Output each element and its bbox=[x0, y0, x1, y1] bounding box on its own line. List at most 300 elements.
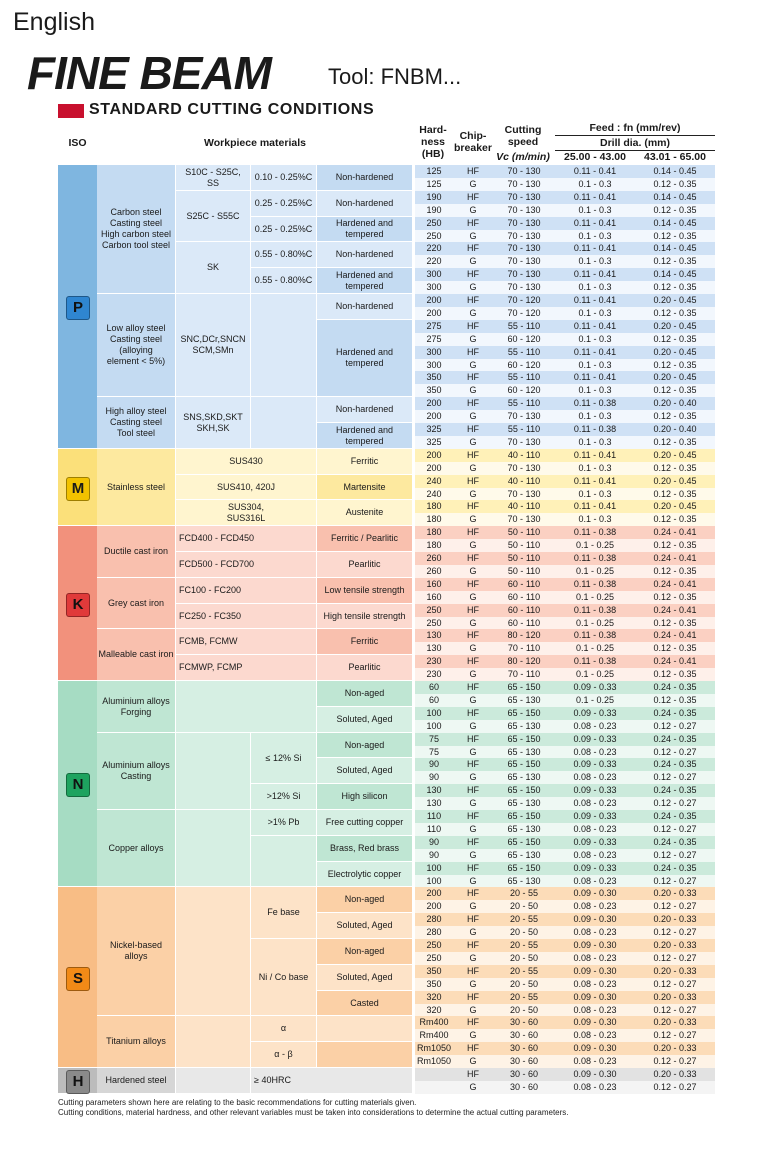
hardness-value: 220 bbox=[426, 256, 442, 266]
material-condition: Non-hardened bbox=[317, 397, 413, 423]
feed-large-dia-value: 0.20 - 0.33 bbox=[653, 1017, 697, 1027]
cutting-speed-value: 20 - 55 bbox=[509, 888, 539, 898]
chipbreaker-value: G bbox=[469, 747, 477, 757]
feed-large-dia-value: 0.20 - 0.45 bbox=[653, 476, 697, 486]
feed-large-dia-value: 0.24 - 0.35 bbox=[653, 708, 697, 718]
cutting-speed-value: 55 - 110 bbox=[507, 372, 541, 382]
chipbreaker-value: G bbox=[469, 979, 477, 989]
material-grade: SK bbox=[176, 242, 251, 294]
material-condition: Hardened and tempered bbox=[317, 320, 413, 397]
chipbreaker-value: HF bbox=[467, 630, 479, 640]
feed-large-dia-value: 0.14 - 0.45 bbox=[653, 192, 697, 202]
hardness-value bbox=[415, 1068, 453, 1081]
feed-large-dia-value: 0.24 - 0.35 bbox=[653, 734, 697, 744]
feed-small-dia-value: 0.11 - 0.41 bbox=[573, 321, 617, 331]
feed-large-dia-value: 0.12 - 0.35 bbox=[653, 566, 697, 576]
chipbreaker-value: HF bbox=[467, 1017, 479, 1027]
feed-small-dia-value: 0.09 - 0.30 bbox=[573, 966, 617, 976]
material-condition: Ferritic bbox=[317, 629, 413, 655]
cutting-speed-value: 30 - 60 bbox=[509, 1030, 539, 1040]
feed-large-dia-value: 0.24 - 0.41 bbox=[653, 527, 697, 537]
material-group: Copper alloys bbox=[97, 810, 176, 887]
feed-small-dia-value: 0.11 - 0.41 bbox=[573, 218, 617, 228]
feed-large-dia-value: 0.12 - 0.35 bbox=[653, 695, 697, 705]
feed-large-dia-value: 0.12 - 0.27 bbox=[653, 798, 697, 808]
feed-small-dia-value: 0.1 - 0.25 bbox=[575, 618, 615, 628]
chipbreaker-value: HF bbox=[467, 682, 479, 692]
iso-badge-p: P bbox=[66, 296, 90, 320]
hardness-value: 250 bbox=[426, 940, 442, 950]
header-drill-dia: Drill dia. (mm) bbox=[599, 137, 670, 149]
material-condition: Free cutting copper bbox=[317, 810, 413, 836]
material-spec: 0.10 - 0.25%C bbox=[251, 165, 317, 191]
feed-small-dia-value: 0.09 - 0.33 bbox=[573, 863, 617, 873]
material-condition: Non-aged bbox=[317, 733, 413, 758]
feed-small-dia-value: 0.08 - 0.23 bbox=[573, 876, 617, 886]
feed-small-dia-value: 0.08 - 0.23 bbox=[573, 824, 617, 834]
material-grade: FCMWP, FCMP bbox=[176, 655, 317, 681]
feed-small-dia-value: 0.09 - 0.30 bbox=[573, 1043, 617, 1053]
feed-large-dia-value: 0.20 - 0.33 bbox=[653, 992, 697, 1002]
cutting-speed-value: 65 - 150 bbox=[507, 734, 541, 744]
feed-large-dia-value: 0.20 - 0.45 bbox=[653, 347, 697, 357]
feed-large-dia-value: 0.14 - 0.45 bbox=[653, 269, 697, 279]
feed-large-dia-value: 0.20 - 0.33 bbox=[653, 940, 697, 950]
feed-large-dia-value: 0.12 - 0.27 bbox=[653, 1056, 697, 1066]
feed-large-dia-value: 0.12 - 0.27 bbox=[653, 1030, 697, 1040]
hardness-value: 125 bbox=[426, 166, 442, 176]
hardness-value: 130 bbox=[426, 643, 442, 653]
feed-large-dia-value: 0.12 - 0.35 bbox=[653, 411, 697, 421]
header-cutting-speed: Cutting speed bbox=[504, 124, 542, 148]
cutting-speed-value: 50 - 110 bbox=[507, 527, 541, 537]
hardness-value: 325 bbox=[426, 424, 442, 434]
feed-small-dia-value: 0.09 - 0.30 bbox=[573, 1069, 617, 1079]
header-chipbreaker: Chip- breaker bbox=[454, 130, 492, 154]
cutting-speed-value: 60 - 110 bbox=[507, 605, 541, 615]
feed-small-dia-value: 0.08 - 0.23 bbox=[573, 927, 617, 937]
chipbreaker-value: G bbox=[469, 798, 477, 808]
feed-large-dia-value: 0.14 - 0.45 bbox=[653, 218, 697, 228]
feed-large-dia-value: 0.12 - 0.27 bbox=[653, 953, 697, 963]
feed-large-dia-value: 0.12 - 0.27 bbox=[653, 901, 697, 911]
feed-large-dia-value: 0.12 - 0.35 bbox=[653, 282, 697, 292]
hardness-value: 250 bbox=[426, 605, 442, 615]
hardness-value: 180 bbox=[426, 527, 442, 537]
cutting-speed-value: 55 - 110 bbox=[507, 347, 541, 357]
cutting-speed-value: 70 - 130 bbox=[507, 463, 541, 473]
feed-small-dia-value: 0.1 - 0.3 bbox=[578, 205, 612, 215]
feed-small-dia-value: 0.1 - 0.3 bbox=[578, 411, 612, 421]
cutting-speed-value: 65 - 130 bbox=[507, 721, 541, 731]
material-grade bbox=[176, 1016, 251, 1068]
feed-large-dia-value: 0.20 - 0.45 bbox=[653, 450, 697, 460]
feed-large-dia-value: 0.20 - 0.33 bbox=[653, 888, 697, 898]
feed-small-dia-value: 0.09 - 0.33 bbox=[573, 682, 617, 692]
feed-large-dia-value: 0.12 - 0.35 bbox=[653, 308, 697, 318]
material-condition: Ferritic / Pearlitic bbox=[317, 526, 413, 552]
material-condition: Soluted, Aged bbox=[317, 913, 413, 939]
chipbreaker-value: HF bbox=[467, 785, 479, 795]
chipbreaker-value: HF bbox=[467, 398, 479, 408]
hardness-value: 160 bbox=[426, 592, 442, 602]
material-condition: Non-hardened bbox=[317, 242, 413, 268]
cutting-speed-value: 30 - 60 bbox=[509, 1017, 539, 1027]
cutting-speed-value: 20 - 50 bbox=[509, 979, 539, 989]
hardness-value: 110 bbox=[426, 824, 442, 834]
chipbreaker-value: HF bbox=[467, 372, 479, 382]
cutting-speed-value: 40 - 110 bbox=[507, 450, 541, 460]
material-grade: FC250 - FC350 bbox=[176, 604, 317, 629]
hardness-value: 90 bbox=[428, 850, 439, 860]
material-spec: ≤ 12% Si bbox=[251, 733, 317, 784]
cutting-speed-value: 30 - 60 bbox=[509, 1082, 539, 1092]
feed-small-dia-value: 0.1 - 0.3 bbox=[578, 179, 612, 189]
chipbreaker-value: G bbox=[469, 205, 477, 215]
feed-small-dia-value: 0.11 - 0.38 bbox=[573, 424, 617, 434]
hardness-value: 160 bbox=[426, 579, 442, 589]
feed-large-dia-value: 0.12 - 0.27 bbox=[653, 1082, 697, 1092]
header-drill-range-2: 43.01 - 65.00 bbox=[644, 151, 706, 163]
cutting-speed-value: 65 - 130 bbox=[507, 772, 541, 782]
material-grade bbox=[176, 1068, 251, 1094]
chipbreaker-value: HF bbox=[467, 966, 479, 976]
hardness-value: 300 bbox=[426, 269, 442, 279]
chipbreaker-value: G bbox=[469, 334, 477, 344]
chipbreaker-value: G bbox=[469, 514, 477, 524]
feed-small-dia-value: 0.08 - 0.23 bbox=[573, 1005, 617, 1015]
feed-large-dia-value: 0.14 - 0.45 bbox=[653, 166, 697, 176]
chipbreaker-value: G bbox=[469, 308, 477, 318]
material-grade bbox=[176, 681, 317, 733]
hardness-value: Rm1050 bbox=[416, 1043, 452, 1053]
material-grade: SUS430 bbox=[176, 449, 317, 475]
chipbreaker-value: HF bbox=[467, 1069, 479, 1079]
feed-small-dia-value: 0.1 - 0.3 bbox=[578, 360, 612, 370]
header-feed: Feed : fn (mm/rev) bbox=[589, 122, 681, 134]
chipbreaker-value: G bbox=[469, 463, 477, 473]
hardness-value: 350 bbox=[426, 372, 442, 382]
feed-large-dia-value: 0.12 - 0.35 bbox=[653, 256, 697, 266]
cutting-speed-value: 65 - 150 bbox=[507, 708, 541, 718]
feed-large-dia-value: 0.12 - 0.35 bbox=[653, 540, 697, 550]
chipbreaker-value: HF bbox=[467, 708, 479, 718]
material-grade bbox=[176, 810, 251, 887]
hardness-value: 190 bbox=[426, 205, 442, 215]
cutting-speed-value: 30 - 60 bbox=[509, 1056, 539, 1066]
feed-large-dia-value: 0.24 - 0.35 bbox=[653, 863, 697, 873]
cutting-speed-value: 70 - 130 bbox=[507, 231, 541, 241]
chipbreaker-value: HF bbox=[467, 656, 479, 666]
iso-badge-n: N bbox=[66, 773, 90, 797]
cutting-speed-value: 20 - 50 bbox=[509, 927, 539, 937]
cutting-speed-value: 20 - 50 bbox=[509, 901, 539, 911]
feed-large-dia-value: 0.24 - 0.35 bbox=[653, 682, 697, 692]
cutting-speed-value: 80 - 120 bbox=[507, 630, 541, 640]
feed-large-dia-value: 0.20 - 0.45 bbox=[653, 295, 697, 305]
hardness-value: 220 bbox=[426, 243, 442, 253]
hardness-value: 230 bbox=[426, 656, 442, 666]
hardness-value: 100 bbox=[426, 876, 442, 886]
cutting-speed-value: 20 - 55 bbox=[509, 914, 539, 924]
feed-small-dia-value: 0.11 - 0.38 bbox=[573, 527, 617, 537]
hardness-value: 350 bbox=[426, 966, 442, 976]
header-rule bbox=[555, 135, 715, 136]
material-grade: FCD400 - FCD450 bbox=[176, 526, 317, 552]
feed-large-dia-value: 0.24 - 0.35 bbox=[653, 785, 697, 795]
material-group: Aluminium alloys Forging bbox=[97, 681, 176, 733]
material-condition: Hardened and tempered bbox=[317, 217, 413, 242]
chipbreaker-value: G bbox=[469, 437, 477, 447]
hardness-value: 180 bbox=[426, 501, 442, 511]
cutting-speed-value: 70 - 130 bbox=[507, 243, 541, 253]
material-condition: Soluted, Aged bbox=[317, 965, 413, 991]
feed-small-dia-value: 0.1 - 0.25 bbox=[575, 592, 615, 602]
material-condition: Ferritic bbox=[317, 449, 413, 475]
chipbreaker-value: HF bbox=[467, 811, 479, 821]
feed-small-dia-value: 0.1 - 0.25 bbox=[575, 643, 615, 653]
header-hardness: Hard- ness (HB) bbox=[419, 124, 447, 160]
cutting-speed-value: 80 - 120 bbox=[507, 656, 541, 666]
hardness-value: 260 bbox=[426, 553, 442, 563]
chipbreaker-value: G bbox=[469, 876, 477, 886]
hardness-value: 250 bbox=[426, 953, 442, 963]
material-condition bbox=[317, 1016, 413, 1042]
chipbreaker-value: HF bbox=[467, 527, 479, 537]
material-condition: Hardened and tempered bbox=[317, 423, 413, 449]
material-group: Low alloy steel Casting steel (alloying element < 5%) bbox=[97, 294, 176, 397]
material-condition: Non-aged bbox=[317, 887, 413, 913]
feed-small-dia-value: 0.1 - 0.3 bbox=[578, 437, 612, 447]
chipbreaker-value: HF bbox=[467, 166, 479, 176]
hardness-value: 90 bbox=[428, 759, 439, 769]
section-marker bbox=[58, 104, 84, 118]
feed-large-dia-value: 0.12 - 0.35 bbox=[653, 592, 697, 602]
chipbreaker-value: G bbox=[469, 540, 477, 550]
feed-large-dia-value: 0.12 - 0.35 bbox=[653, 618, 697, 628]
iso-badge-m: M bbox=[66, 477, 90, 501]
cutting-speed-value: 65 - 150 bbox=[507, 837, 541, 847]
material-group: High alloy steel Casting steel Tool steel bbox=[97, 397, 176, 449]
feed-small-dia-value: 0.08 - 0.23 bbox=[573, 1082, 617, 1092]
feed-small-dia-value: 0.11 - 0.41 bbox=[573, 192, 617, 202]
material-spec bbox=[251, 397, 317, 449]
hardness-value: 240 bbox=[426, 476, 442, 486]
cutting-speed-value: 60 - 120 bbox=[507, 360, 541, 370]
cutting-speed-value: 60 - 110 bbox=[507, 579, 541, 589]
material-condition: Non-hardened bbox=[317, 294, 413, 320]
feed-small-dia-value: 0.09 - 0.33 bbox=[573, 759, 617, 769]
material-condition: High silicon bbox=[317, 784, 413, 810]
hardness-value: 200 bbox=[426, 901, 442, 911]
hardness-value: 300 bbox=[426, 347, 442, 357]
hardness-value: 75 bbox=[428, 747, 439, 757]
header-drill-range-1: 25.00 - 43.00 bbox=[564, 151, 626, 163]
feed-small-dia-value: 0.09 - 0.30 bbox=[573, 992, 617, 1002]
feed-small-dia-value: 0.11 - 0.38 bbox=[573, 630, 617, 640]
feed-small-dia-value: 0.1 - 0.3 bbox=[578, 385, 612, 395]
cutting-speed-value: 30 - 60 bbox=[509, 1069, 539, 1079]
material-spec: >1% Pb bbox=[251, 810, 317, 836]
cutting-speed-value: 70 - 110 bbox=[507, 643, 541, 653]
chipbreaker-value: G bbox=[469, 901, 477, 911]
hardness-value: 200 bbox=[426, 308, 442, 318]
cutting-speed-value: 60 - 110 bbox=[507, 618, 541, 628]
feed-small-dia-value: 0.11 - 0.41 bbox=[573, 501, 617, 511]
hardness-value: 300 bbox=[426, 282, 442, 292]
hardness-value: 180 bbox=[426, 540, 442, 550]
cutting-speed-value: 40 - 110 bbox=[507, 501, 541, 511]
feed-large-dia-value: 0.12 - 0.35 bbox=[653, 463, 697, 473]
feed-small-dia-value: 0.1 - 0.3 bbox=[578, 514, 612, 524]
chipbreaker-value: HF bbox=[467, 553, 479, 563]
hardness-value: 200 bbox=[426, 398, 442, 408]
feed-large-dia-value: 0.24 - 0.41 bbox=[653, 579, 697, 589]
material-grade: SUS304, SUS316L bbox=[176, 500, 317, 526]
hardness-value: 75 bbox=[428, 734, 439, 744]
feed-large-dia-value: 0.12 - 0.27 bbox=[653, 1005, 697, 1015]
material-group: Aluminium alloys Casting bbox=[97, 733, 176, 810]
cutting-speed-value: 70 - 130 bbox=[507, 205, 541, 215]
cutting-speed-value: 40 - 110 bbox=[507, 476, 541, 486]
material-spec: >12% Si bbox=[251, 784, 317, 810]
cutting-speed-value: 70 - 130 bbox=[507, 514, 541, 524]
cutting-speed-value: 70 - 130 bbox=[507, 192, 541, 202]
chipbreaker-value: G bbox=[469, 566, 477, 576]
hardness-value: 130 bbox=[426, 785, 442, 795]
material-condition: Soluted, Aged bbox=[317, 758, 413, 784]
chipbreaker-value: G bbox=[469, 1030, 477, 1040]
cutting-speed-value: 65 - 150 bbox=[507, 682, 541, 692]
hardness-value: 130 bbox=[426, 798, 442, 808]
hardness-value: 260 bbox=[426, 566, 442, 576]
chipbreaker-value: G bbox=[469, 772, 477, 782]
hardness-value: 90 bbox=[428, 837, 439, 847]
feed-small-dia-value: 0.11 - 0.41 bbox=[573, 476, 617, 486]
hardness-value: 250 bbox=[426, 218, 442, 228]
feed-large-dia-value: 0.12 - 0.35 bbox=[653, 231, 697, 241]
chipbreaker-value: HF bbox=[467, 476, 479, 486]
hardness-value: 350 bbox=[426, 979, 442, 989]
feed-large-dia-value: 0.14 - 0.45 bbox=[653, 243, 697, 253]
chipbreaker-value: G bbox=[469, 385, 477, 395]
feed-small-dia-value: 0.08 - 0.23 bbox=[573, 901, 617, 911]
chipbreaker-value: HF bbox=[467, 914, 479, 924]
hardness-value: Rm400 bbox=[419, 1017, 449, 1027]
cutting-speed-value: 70 - 130 bbox=[507, 256, 541, 266]
feed-small-dia-value: 0.11 - 0.41 bbox=[573, 372, 617, 382]
feed-small-dia-value: 0.09 - 0.33 bbox=[573, 734, 617, 744]
feed-small-dia-value: 0.11 - 0.41 bbox=[573, 243, 617, 253]
cutting-speed-value: 20 - 50 bbox=[509, 1005, 539, 1015]
cutting-speed-value: 30 - 60 bbox=[509, 1043, 539, 1053]
material-group: Carbon steel Casting steel High carbon steel Carbon tool steel bbox=[97, 165, 176, 294]
material-condition: Soluted, Aged bbox=[317, 707, 413, 733]
material-group: Malleable cast iron bbox=[97, 629, 176, 681]
cutting-speed-value: 55 - 110 bbox=[507, 398, 541, 408]
chipbreaker-value: G bbox=[469, 850, 477, 860]
hardness-value: 90 bbox=[428, 772, 439, 782]
chipbreaker-value: HF bbox=[467, 734, 479, 744]
chipbreaker-value: G bbox=[469, 927, 477, 937]
hardness-value: 100 bbox=[426, 708, 442, 718]
chipbreaker-value: HF bbox=[467, 1043, 479, 1053]
cutting-speed-value: 70 - 110 bbox=[507, 669, 541, 679]
hardness-value: Rm400 bbox=[419, 1030, 449, 1040]
hardness-value: 100 bbox=[426, 863, 442, 873]
feed-large-dia-value: 0.12 - 0.27 bbox=[653, 721, 697, 731]
chipbreaker-value: HF bbox=[467, 992, 479, 1002]
feed-small-dia-value: 0.08 - 0.23 bbox=[573, 1030, 617, 1040]
material-spec bbox=[251, 836, 317, 887]
feed-small-dia-value: 0.09 - 0.30 bbox=[573, 1017, 617, 1027]
chipbreaker-value: G bbox=[469, 360, 477, 370]
feed-large-dia-value: 0.24 - 0.35 bbox=[653, 837, 697, 847]
feed-small-dia-value: 0.09 - 0.30 bbox=[573, 888, 617, 898]
feed-small-dia-value: 0.08 - 0.23 bbox=[573, 747, 617, 757]
hardness-value: 110 bbox=[426, 811, 442, 821]
feed-small-dia-value: 0.11 - 0.41 bbox=[573, 295, 617, 305]
feed-small-dia-value: 0.08 - 0.23 bbox=[573, 979, 617, 989]
chipbreaker-value: G bbox=[469, 489, 477, 499]
cutting-speed-value: 50 - 110 bbox=[507, 553, 541, 563]
chipbreaker-value: G bbox=[469, 411, 477, 421]
cutting-speed-value: 70 - 130 bbox=[507, 269, 541, 279]
hardness-value: 125 bbox=[426, 179, 442, 189]
feed-large-dia-value: 0.20 - 0.40 bbox=[653, 398, 697, 408]
feed-large-dia-value: 0.24 - 0.41 bbox=[653, 553, 697, 563]
feed-small-dia-value: 0.1 - 0.25 bbox=[575, 540, 615, 550]
hardness-value: 200 bbox=[426, 295, 442, 305]
material-group: Nickel-based alloys bbox=[97, 887, 176, 1016]
material-spec: α - β bbox=[251, 1042, 317, 1068]
tool-label: Tool: FNBM... bbox=[328, 64, 462, 89]
feed-small-dia-value: 0.1 - 0.3 bbox=[578, 463, 612, 473]
hardness-value: 130 bbox=[426, 630, 442, 640]
material-group: Titanium alloys bbox=[97, 1016, 176, 1068]
hardness-value: 60 bbox=[428, 695, 439, 705]
cutting-speed-value: 65 - 130 bbox=[507, 798, 541, 808]
feed-small-dia-value: 0.08 - 0.23 bbox=[573, 850, 617, 860]
material-condition: Non-aged bbox=[317, 939, 413, 965]
chipbreaker-value: G bbox=[469, 1056, 477, 1066]
material-spec: α bbox=[251, 1016, 317, 1042]
hardness-value: 280 bbox=[426, 914, 442, 924]
feed-small-dia-value: 0.11 - 0.38 bbox=[573, 656, 617, 666]
feed-large-dia-value: 0.24 - 0.41 bbox=[653, 630, 697, 640]
hardness-value: 230 bbox=[426, 669, 442, 679]
feed-small-dia-value: 0.1 - 0.3 bbox=[578, 282, 612, 292]
feed-large-dia-value: 0.12 - 0.35 bbox=[653, 669, 697, 679]
feed-large-dia-value: 0.12 - 0.27 bbox=[653, 927, 697, 937]
header-workpiece: Workpiece materials bbox=[204, 137, 306, 149]
feed-large-dia-value: 0.12 - 0.35 bbox=[653, 489, 697, 499]
cutting-speed-value: 55 - 110 bbox=[507, 424, 541, 434]
hardness-value: 250 bbox=[426, 618, 442, 628]
cutting-speed-value: 65 - 130 bbox=[507, 850, 541, 860]
feed-small-dia-value: 0.09 - 0.30 bbox=[573, 940, 617, 950]
chipbreaker-value: G bbox=[469, 256, 477, 266]
feed-large-dia-value: 0.20 - 0.33 bbox=[653, 966, 697, 976]
feed-small-dia-value: 0.11 - 0.41 bbox=[573, 269, 617, 279]
cutting-speed-value: 60 - 120 bbox=[507, 334, 541, 344]
chipbreaker-value: HF bbox=[467, 605, 479, 615]
chipbreaker-value: G bbox=[469, 695, 477, 705]
feed-large-dia-value: 0.12 - 0.35 bbox=[653, 385, 697, 395]
material-spec: Fe base bbox=[251, 887, 317, 939]
material-group: Hardened steel bbox=[97, 1068, 176, 1094]
feed-small-dia-value: 0.1 - 0.3 bbox=[578, 489, 612, 499]
